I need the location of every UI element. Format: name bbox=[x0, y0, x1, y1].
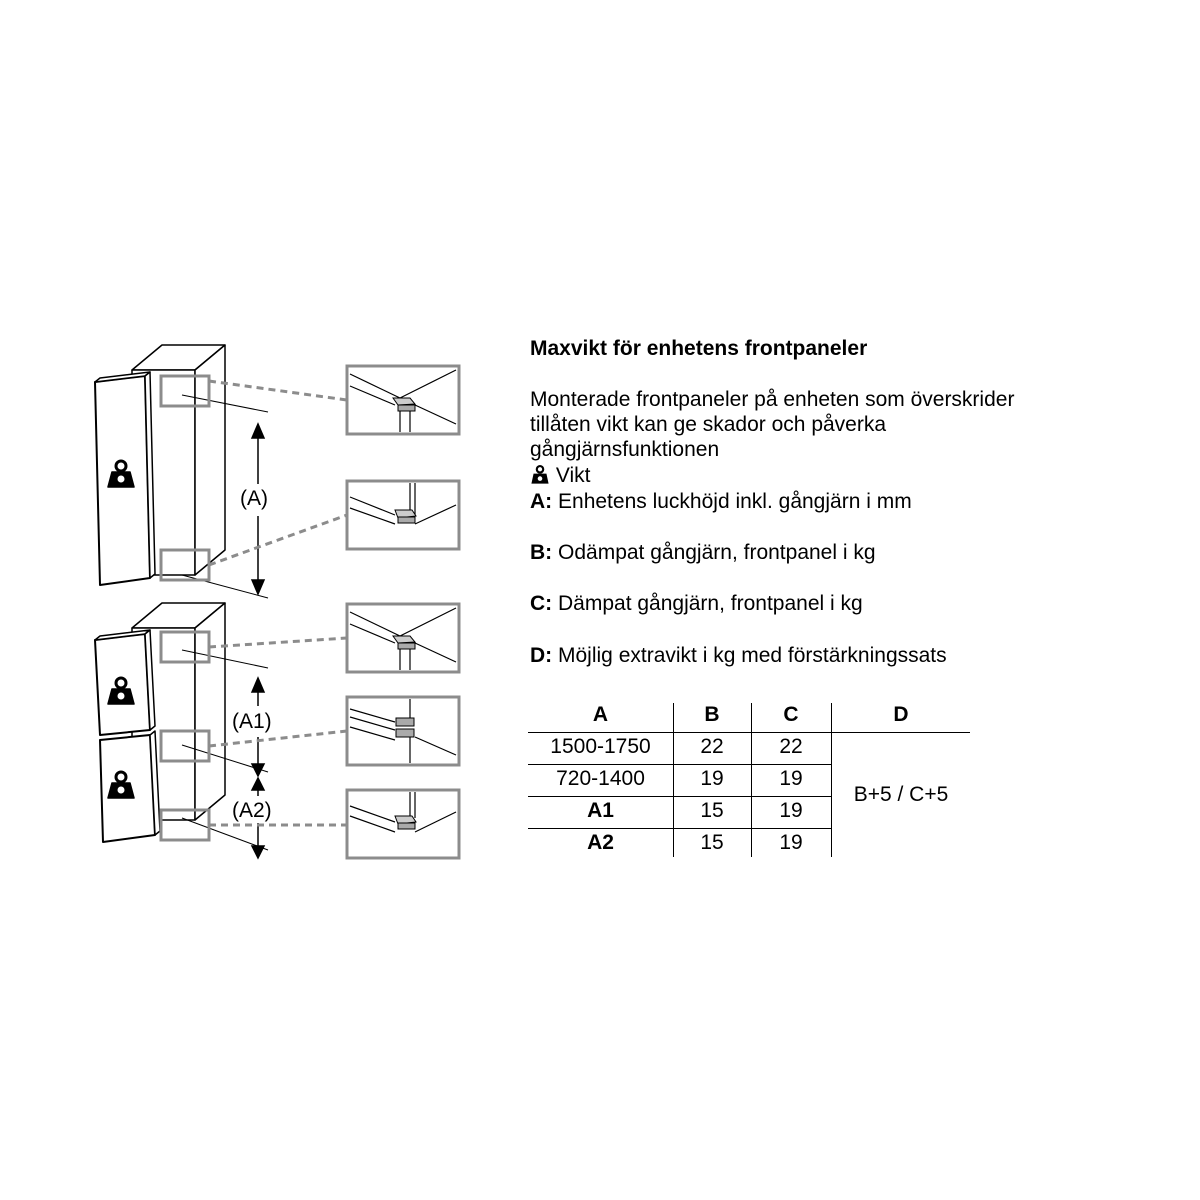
table-rule bbox=[831, 703, 832, 857]
description-line: gångjärnsfunktionen bbox=[530, 438, 720, 461]
hinge-detail-bottom bbox=[347, 481, 459, 549]
table-rule bbox=[528, 828, 831, 829]
table-header-b: B bbox=[704, 703, 720, 726]
table-cell: A1 bbox=[587, 799, 614, 822]
legend-d: D: Möjlig extravikt i kg med förstärkningssats bbox=[530, 644, 947, 667]
installation-diagram bbox=[0, 0, 520, 1200]
table-cell: 19 bbox=[779, 831, 803, 854]
table-cell: A2 bbox=[587, 831, 614, 854]
table-rule bbox=[528, 764, 831, 765]
hinge-detail-views bbox=[347, 366, 459, 858]
table-rule bbox=[528, 732, 970, 733]
table-header-a: A bbox=[592, 703, 609, 726]
legend-weight-label: Vikt bbox=[555, 464, 591, 487]
dimension-label-a1: (A1) bbox=[232, 710, 272, 733]
table-cell: 19 bbox=[779, 767, 803, 790]
section-title: Maxvikt för enhetens frontpaneler bbox=[530, 337, 868, 360]
table-cell: 19 bbox=[779, 799, 803, 822]
table-cell: 1500-1750 bbox=[550, 735, 651, 758]
table-rule bbox=[528, 796, 831, 797]
table-cell: 22 bbox=[779, 735, 803, 758]
table-cell: 15 bbox=[700, 831, 724, 854]
table-cell: 720-1400 bbox=[556, 767, 645, 790]
table-cell: 22 bbox=[700, 735, 724, 758]
table-cell: 19 bbox=[700, 767, 724, 790]
dimension-label-a: (A) bbox=[240, 487, 268, 510]
detail-connectors bbox=[209, 381, 347, 825]
legend-weight bbox=[530, 464, 590, 488]
table-cell: 15 bbox=[700, 799, 724, 822]
table-header-c: C bbox=[783, 703, 799, 726]
table-header-d: D bbox=[893, 703, 909, 726]
description-line: tillåten vikt kan ge skador och påverka bbox=[530, 413, 887, 436]
hinge-detail-middle bbox=[347, 697, 459, 765]
description-line: Monterade frontpaneler på enheten som överskrider bbox=[530, 388, 1015, 411]
table-cell-d-merged: B+5 / C+5 bbox=[853, 783, 949, 806]
dimension-label-a2: (A2) bbox=[232, 799, 272, 822]
description bbox=[530, 387, 1130, 462]
hinge-detail-top-2 bbox=[347, 604, 459, 672]
legend-c: C: Dämpat gångjärn, frontpanel i kg bbox=[530, 592, 863, 615]
legend-a: A: Enhetens luckhöjd inkl. gångjärn i mm bbox=[530, 490, 912, 513]
legend-b: B: Odämpat gångjärn, frontpanel i kg bbox=[530, 541, 876, 564]
table-rule bbox=[751, 703, 752, 857]
table-rule bbox=[673, 703, 674, 857]
weight-icon bbox=[530, 465, 550, 485]
hinge-detail-top bbox=[347, 366, 459, 434]
hinge-detail-bottom-2 bbox=[347, 790, 459, 858]
